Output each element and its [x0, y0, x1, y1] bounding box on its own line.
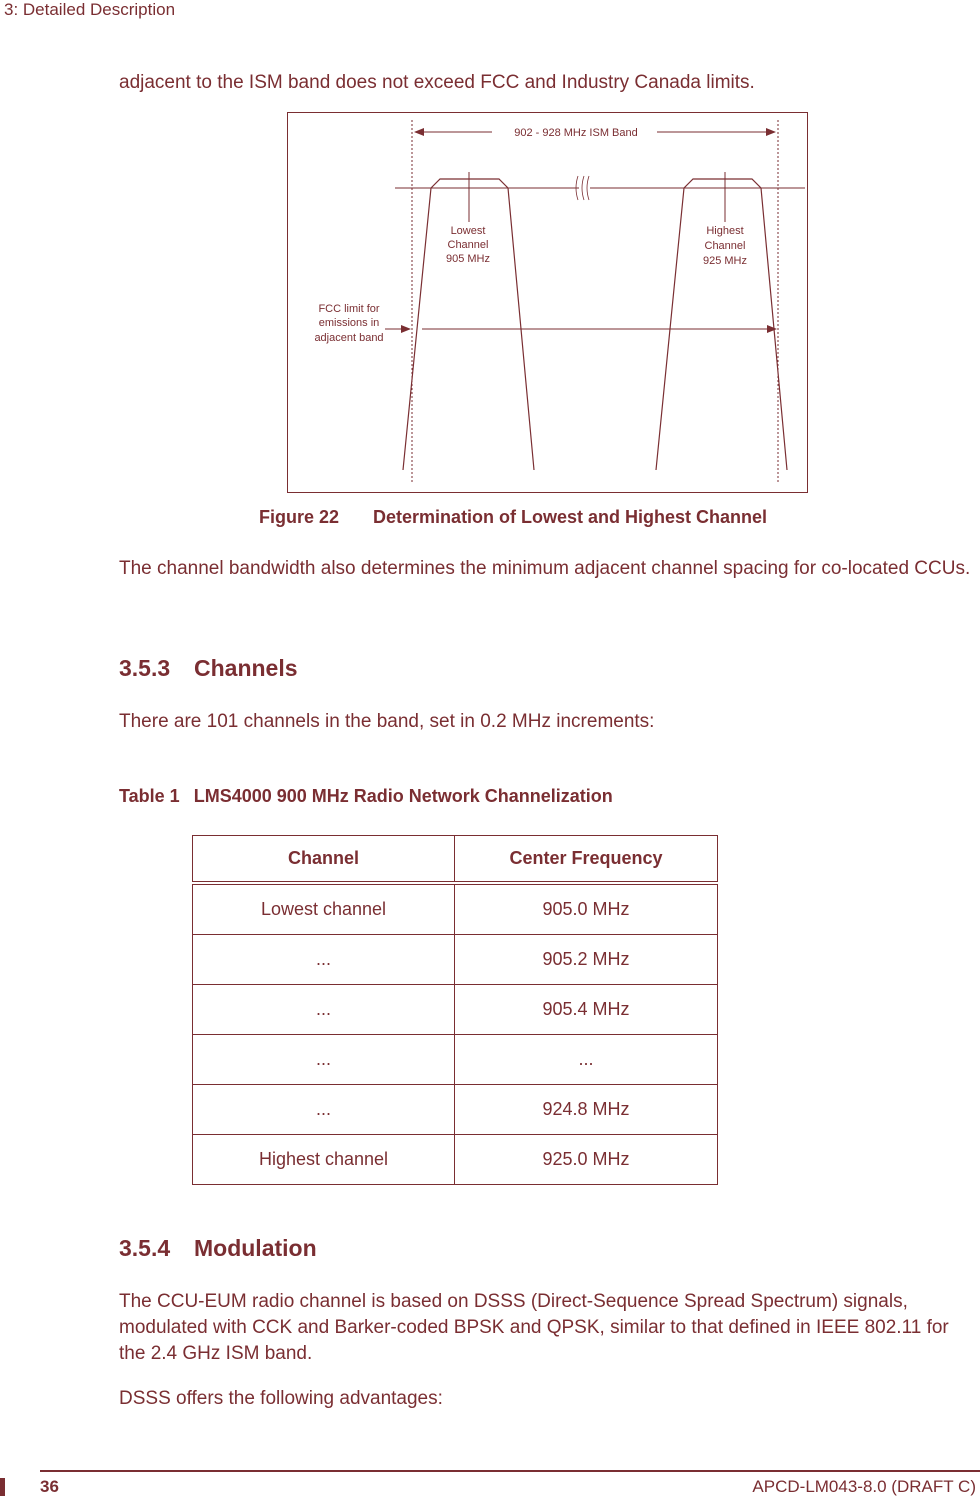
table-row — [193, 1135, 718, 1185]
highest-label-1: Highest — [706, 225, 744, 237]
section-title: Modulation — [194, 1235, 317, 1261]
table-cell: ... — [193, 1035, 455, 1085]
document-id: APCD-LM043-8.0 (DRAFT C) — [752, 1477, 976, 1496]
table-cell: 924.8 MHz — [455, 1085, 718, 1135]
table-cell: 925.0 MHz — [455, 1135, 718, 1185]
table-caption-title: LMS4000 900 MHz Radio Network Channelization — [193, 786, 613, 806]
section-heading-modulation — [119, 1235, 317, 1262]
figure-caption-title: Determination of Lowest and Highest Channel — [373, 507, 768, 527]
lowest-label-1: Lowest — [450, 225, 486, 237]
section-number: 3.5.4 — [119, 1235, 171, 1261]
table-header-row — [193, 836, 718, 884]
table-row — [193, 883, 718, 935]
fcc-label-1: FCC limit for — [318, 303, 380, 315]
section-heading-channels — [119, 655, 298, 682]
highest-label-3: 925 MHz — [702, 255, 748, 267]
page-number: 36 — [40, 1477, 59, 1496]
fcc-label-3: adjacent band — [314, 332, 384, 344]
figure-caption-number: Figure 22 — [259, 507, 340, 527]
channel-diagram — [287, 112, 808, 493]
advantages-paragraph: DSSS offers the following advantages: — [119, 1388, 443, 1409]
table-cell: ... — [193, 935, 455, 985]
highest-channel-mask — [656, 179, 787, 470]
section-title: Channels — [194, 655, 298, 681]
table-row — [193, 985, 718, 1035]
table-row — [193, 1035, 718, 1085]
lowest-label-3: 905 MHz — [445, 253, 491, 265]
table-cell: Lowest channel — [193, 883, 455, 935]
highest-label-2: Channel — [704, 240, 746, 252]
table-cell: 905.0 MHz — [455, 883, 718, 935]
channels-paragraph: There are 101 channels in the band, set in 0.2 MHz increments: — [119, 711, 655, 732]
footer-mark — [0, 1478, 5, 1496]
table-cell: ... — [455, 1035, 718, 1085]
table-cell: ... — [193, 985, 455, 1035]
column-header: Channel — [193, 836, 455, 884]
fcc-label-2: emissions in — [318, 317, 380, 329]
table-cell: 905.2 MHz — [455, 935, 718, 985]
running-header: 3: Detailed Description — [4, 0, 176, 19]
table-row — [193, 1085, 718, 1135]
table-row — [193, 935, 718, 985]
table-caption-number: Table 1 — [119, 786, 180, 806]
figure-caption — [259, 507, 767, 528]
band-label: 902 - 928 MHz ISM Band — [514, 127, 638, 139]
modulation-paragraph: The CCU-EUM radio channel is based on DSSS (Direct-Sequence Spread Spectrum) signals, modulated with CCK and Barker-coded BPSK and QPSK, similar to that defined in IEEE 802.11 for the 2.4 GHz ISM band. — [119, 1291, 949, 1364]
table-caption — [119, 786, 613, 807]
section-number: 3.5.3 — [119, 655, 171, 681]
column-header: Center Frequency — [455, 836, 718, 884]
intro-paragraph: adjacent to the ISM band does not exceed FCC and Industry Canada limits. — [119, 72, 755, 93]
channelization-table — [192, 835, 718, 1185]
footer-rule — [40, 1470, 980, 1472]
lowest-channel-mask — [403, 179, 534, 470]
lowest-label-2: Channel — [447, 239, 489, 251]
table-cell: 905.4 MHz — [455, 985, 718, 1035]
table-cell: ... — [193, 1085, 455, 1135]
table-cell: Highest channel — [193, 1135, 455, 1185]
bandwidth-paragraph: The channel bandwidth also determines the minimum adjacent channel spacing for co-located CCUs. — [119, 558, 971, 579]
